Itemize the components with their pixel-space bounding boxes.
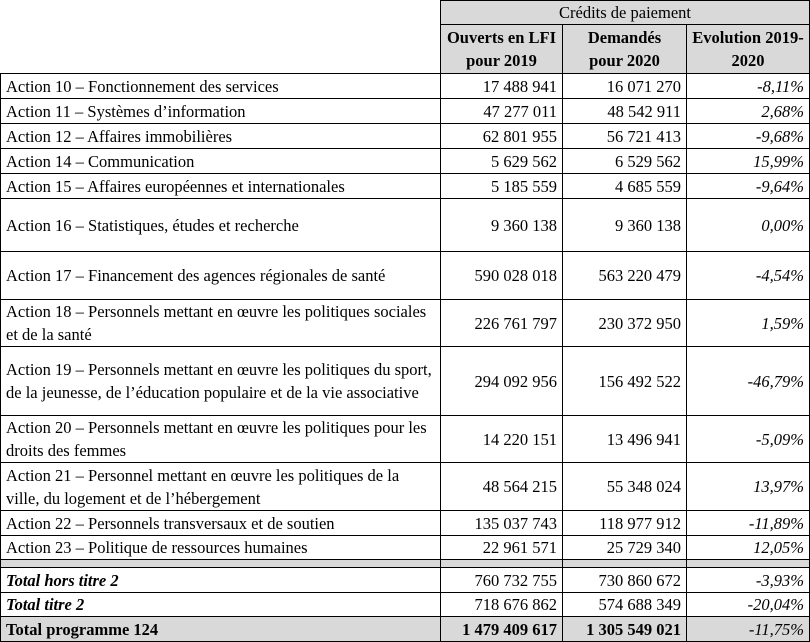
table-row <box>1 347 810 416</box>
table-row <box>1 124 810 149</box>
table-row <box>1 252 810 300</box>
demandes-2020-value: 156 492 522 <box>563 347 687 416</box>
lfi-2019-value: 17 488 941 <box>441 74 563 99</box>
spacer-row <box>1 560 810 568</box>
demandes-2020-value: 16 071 270 <box>563 74 687 99</box>
action-label: Action 22 – Personnels transversaux et de soutien <box>1 511 441 536</box>
subtotal-row <box>1 593 810 617</box>
header-group-credits: Crédits de paiement <box>441 1 810 25</box>
header-line: Evolution 2019- <box>692 28 804 47</box>
demandes-2020-value: 55 348 024 <box>563 463 687 511</box>
demandes-2020-value: 730 860 672 <box>563 568 687 593</box>
evolution-value: 12,05% <box>687 536 810 560</box>
header-line: pour 2020 <box>589 51 660 70</box>
header-blank-cell <box>1 1 441 74</box>
demandes-2020-value: 230 372 950 <box>563 300 687 347</box>
table-row <box>1 300 810 347</box>
lfi-2019-value: 62 801 955 <box>441 124 563 149</box>
demandes-2020-value: 48 542 911 <box>563 99 687 124</box>
header-evolution <box>687 25 810 74</box>
action-label: Action 19 – Personnels mettant en œuvre les politiques du sport, de la jeunesse, de l’éducation populaire et de la vie associative <box>1 347 441 416</box>
evolution-value: 1,59% <box>687 300 810 347</box>
demandes-2020-value: 1 305 549 021 <box>563 617 687 642</box>
demandes-2020-value: 25 729 340 <box>563 536 687 560</box>
spacer-cell <box>563 560 687 568</box>
evolution-value: -4,54% <box>687 252 810 300</box>
lfi-2019-value: 14 220 151 <box>441 416 563 463</box>
table-row <box>1 199 810 252</box>
lfi-2019-value: 590 028 018 <box>441 252 563 300</box>
header-line: Ouverts en LFI <box>446 28 557 47</box>
lfi-2019-value: 226 761 797 <box>441 300 563 347</box>
lfi-2019-value: 22 961 571 <box>441 536 563 560</box>
lfi-2019-value: 135 037 743 <box>441 511 563 536</box>
table-row <box>1 74 810 99</box>
header-line: Demandés <box>587 28 662 47</box>
lfi-2019-value: 47 277 011 <box>441 99 563 124</box>
spacer-cell <box>1 560 441 568</box>
total-label: Total hors titre 2 <box>1 568 441 593</box>
action-label: Action 15 – Affaires européennes et internationales <box>1 174 441 199</box>
evolution-value: -5,09% <box>687 416 810 463</box>
action-label: Action 10 – Fonctionnement des services <box>1 74 441 99</box>
lfi-2019-value: 5 185 559 <box>441 174 563 199</box>
table-row <box>1 174 810 199</box>
action-label: Action 23 – Politique de ressources humaines <box>1 536 441 560</box>
lfi-2019-value: 9 360 138 <box>441 199 563 252</box>
demandes-2020-value: 56 721 413 <box>563 124 687 149</box>
demandes-2020-value: 563 220 479 <box>563 252 687 300</box>
lfi-2019-value: 760 732 755 <box>441 568 563 593</box>
header-demandes-2020 <box>563 25 687 74</box>
action-label: Action 14 – Communication <box>1 149 441 174</box>
demandes-2020-value: 118 977 912 <box>563 511 687 536</box>
lfi-2019-value: 294 092 956 <box>441 347 563 416</box>
lfi-2019-value: 48 564 215 <box>441 463 563 511</box>
total-label: Total programme 124 <box>1 617 441 642</box>
action-label: Action 17 – Financement des agences régionales de santé <box>1 252 441 300</box>
table-row <box>1 416 810 463</box>
lfi-2019-value: 718 676 862 <box>441 593 563 617</box>
action-label: Action 12 – Affaires immobilières <box>1 124 441 149</box>
table-row <box>1 149 810 174</box>
grand-total-row <box>1 617 810 642</box>
spacer-cell <box>687 560 810 568</box>
table-row <box>1 536 810 560</box>
spacer-cell <box>441 560 563 568</box>
table-row <box>1 463 810 511</box>
header-line: 2020 <box>731 51 765 70</box>
table-row <box>1 99 810 124</box>
header-line: pour 2019 <box>466 51 537 70</box>
lfi-2019-value: 1 479 409 617 <box>441 617 563 642</box>
total-label: Total titre 2 <box>1 593 441 617</box>
demandes-2020-value: 13 496 941 <box>563 416 687 463</box>
table-row <box>1 511 810 536</box>
evolution-value: 0,00% <box>687 199 810 252</box>
evolution-value: 15,99% <box>687 149 810 174</box>
demandes-2020-value: 574 688 349 <box>563 593 687 617</box>
action-label: Action 20 – Personnels mettant en œuvre les politiques pour les droits des femmes <box>1 416 441 463</box>
evolution-value: 13,97% <box>687 463 810 511</box>
evolution-value: -46,79% <box>687 347 810 416</box>
evolution-value: 2,68% <box>687 99 810 124</box>
demandes-2020-value: 9 360 138 <box>563 199 687 252</box>
evolution-value: -3,93% <box>687 568 810 593</box>
evolution-value: -8,11% <box>687 74 810 99</box>
evolution-value: -11,75% <box>687 617 810 642</box>
header-lfi-2019 <box>441 25 563 74</box>
action-label: Action 11 – Systèmes d’information <box>1 99 441 124</box>
lfi-2019-value: 5 629 562 <box>441 149 563 174</box>
action-label: Action 21 – Personnel mettant en œuvre les politiques de la ville, du logement et de l’hébergement <box>1 463 441 511</box>
evolution-value: -9,64% <box>687 174 810 199</box>
demandes-2020-value: 4 685 559 <box>563 174 687 199</box>
evolution-value: -9,68% <box>687 124 810 149</box>
demandes-2020-value: 6 529 562 <box>563 149 687 174</box>
evolution-value: -11,89% <box>687 511 810 536</box>
action-label: Action 18 – Personnels mettant en œuvre les politiques sociales et de la santé <box>1 300 441 347</box>
action-label: Action 16 – Statistiques, études et recherche <box>1 199 441 252</box>
subtotal-row <box>1 568 810 593</box>
evolution-value: -20,04% <box>687 593 810 617</box>
